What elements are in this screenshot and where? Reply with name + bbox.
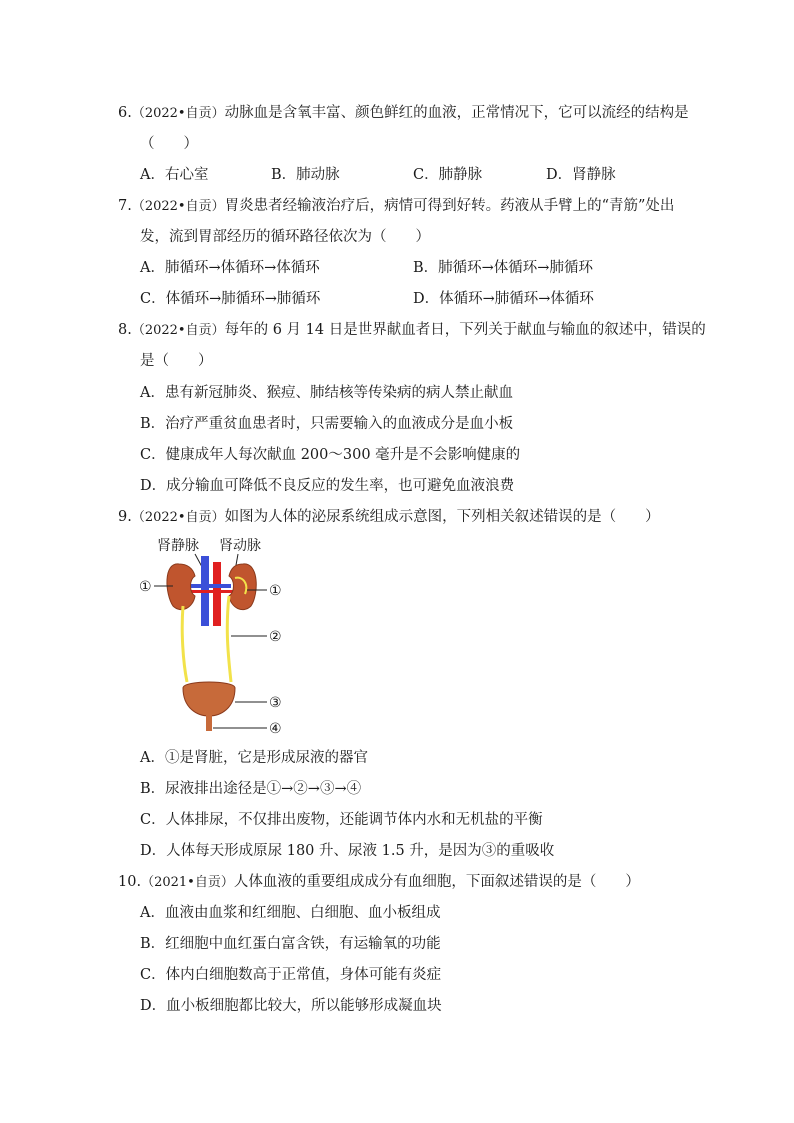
renal-artery-label: 肾动脉 <box>219 538 261 554</box>
question-8-option-b[interactable]: B．治疗严重贫血患者时，只需要输入的血液成分是血小板 <box>140 416 514 432</box>
renal-vein-branch <box>187 584 231 588</box>
renal-vein-label: 肾静脉 <box>157 538 199 554</box>
question-9-source: （2022•自贡） <box>131 510 225 525</box>
question-7-number: 7. <box>118 198 132 214</box>
marker-2: ② <box>269 629 282 645</box>
marker-3: ③ <box>269 695 282 711</box>
question-7-option-b[interactable]: B．肺循环→体循环→肺循环 <box>413 260 593 276</box>
question-9-number: 9. <box>118 509 132 525</box>
renal-artery-branch <box>189 590 233 593</box>
question-8-source: （2022•自贡） <box>131 323 225 338</box>
question-7-source: （2022•自贡） <box>131 199 225 214</box>
question-9-line-1 <box>118 507 660 528</box>
question-8-line-2: 是（ ） <box>140 353 213 369</box>
question-10-option-a[interactable]: A．血液由血浆和红细胞、白细胞、血小板组成 <box>140 905 441 921</box>
question-10-option-b[interactable]: B．红细胞中血红蛋白富含铁，有运输氧的功能 <box>140 936 441 952</box>
question-7-option-d[interactable]: D．体循环→肺循环→体循环 <box>413 291 594 307</box>
question-9-option-a[interactable]: A．①是肾脏，它是形成尿液的器官 <box>140 750 368 766</box>
question-7-stem: 胃炎患者经输液治疗后，病情可得到好转。药液从手臂上的“青筋”处出 <box>224 198 675 214</box>
question-10-option-d[interactable]: D．血小板细胞都比较大，所以能够形成凝血块 <box>140 998 442 1014</box>
question-6-option-c[interactable]: C．肺静脉 <box>413 167 483 183</box>
question-9-option-d[interactable]: D．人体每天形成原尿 180 升、尿液 1.5 升，是因为③的重吸收 <box>140 843 555 859</box>
question-8-number: 8. <box>118 322 132 338</box>
marker-4: ④ <box>269 721 282 737</box>
question-10-line-1 <box>118 872 640 893</box>
left-kidney <box>167 564 195 610</box>
question-10-stem: 人体血液的重要组成成分有血细胞，下面叙述错误的是（ ） <box>233 874 640 890</box>
question-9-option-b[interactable]: B．尿液排出途径是①→②→③→④ <box>140 781 362 797</box>
marker-1-right: ① <box>269 583 282 599</box>
question-6-line-1 <box>118 103 689 124</box>
question-10-number: 10. <box>118 874 142 890</box>
aorta <box>213 562 221 626</box>
question-10-option-c[interactable]: C．体内白细胞数高于正常值，身体可能有炎症 <box>140 967 442 983</box>
question-6-stem: 动脉血是含氧丰富、颜色鲜红的血液，正常情况下，它可以流经的结构是 <box>224 105 689 121</box>
right-kidney <box>229 564 256 610</box>
urinary-system-diagram <box>135 532 305 742</box>
question-6-line-2: （ ） <box>140 136 198 152</box>
marker-1-left: ① <box>139 579 152 595</box>
question-6-option-b[interactable]: B．肺动脉 <box>271 167 340 183</box>
question-8-option-d[interactable]: D．成分输血可降低不良反应的发生率，也可避免血液浪费 <box>140 478 515 494</box>
question-6-option-d[interactable]: D．肾静脉 <box>546 167 616 183</box>
left-ureter <box>182 606 187 682</box>
bladder <box>183 682 235 716</box>
question-9-option-c[interactable]: C．人体排尿，不仅排出废物，还能调节体内水和无机盐的平衡 <box>140 812 543 828</box>
question-6-number: 6. <box>118 105 132 121</box>
question-6-source: （2022•自贡） <box>131 106 225 121</box>
question-8-stem: 每年的 6 月 14 日是世界献血者日，下列关于献血与输血的叙述中，错误的 <box>224 322 706 338</box>
right-ureter <box>227 596 231 682</box>
question-7-option-c[interactable]: C．体循环→肺循环→肺循环 <box>140 291 321 307</box>
question-7-line-2: 发，流到胃部经历的循环路径依次为（ ） <box>140 229 430 245</box>
question-10-source: （2021•自贡） <box>141 875 234 890</box>
question-8-option-a[interactable]: A．患有新冠肺炎、猴痘、肺结核等传染病的病人禁止献血 <box>140 385 513 401</box>
question-7-option-a[interactable]: A．肺循环→体循环→体循环 <box>140 260 320 276</box>
question-8-line-1 <box>118 320 706 341</box>
question-9-stem: 如图为人体的泌尿系统组成示意图，下列相关叙述错误的是（ ） <box>224 509 660 525</box>
urethra <box>206 715 212 731</box>
question-7-line-1 <box>118 196 674 217</box>
question-6-option-a[interactable]: A．右心室 <box>140 167 209 183</box>
question-8-option-c[interactable]: C．健康成年人每次献血 200～300 毫升是不会影响健康的 <box>140 447 521 463</box>
